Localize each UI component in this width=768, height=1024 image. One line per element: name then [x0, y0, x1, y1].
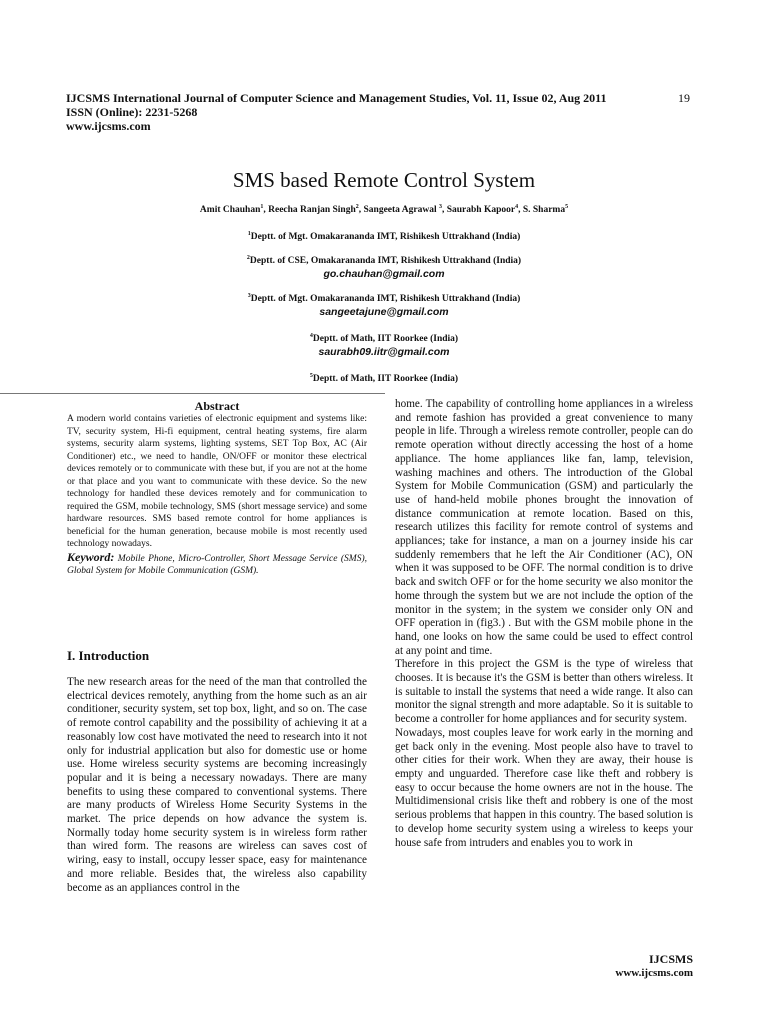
affiliation-sup: 4	[309, 332, 313, 339]
affiliation-3	[0, 294, 768, 304]
affiliation-text: Deptt. of Mgt. Omakarananda IMT, Rishikesh Uttrakhand (India)	[250, 294, 521, 304]
intro-left-column	[67, 676, 367, 895]
paragraph: home. The capability of controlling home appliances in a wireless and remote fashion has provided a great convenience to many people in life. Through a wireless remote controller, people can do remote operation without directly accessing the host of a home appliance. The home appliances like fan, lamp, television, washing machines and others. The introduction of the Global System for Mobile Communication (GSM) and particularly the use of hand-held mobile phones brought the innovation of distance communication at remote location. Based on this, research utilizes this facility for remote control of systems and appliances; take for instance, a man on a journey inside his car suddenly remembers that he left the Air Conditioner (AC), ON when it was supposed to be OFF. The normal condition is to drive back and switch OFF or for the home security we also monitor the home through the system but we are not include the option of the monitor in the system; in the system we consider only ON and OFF operation in (fig3.) . But with the GSM mobile phone in the hand, one looks on how the same could be used to effect control at any point and time.	[395, 398, 693, 657]
author-sup: 5	[565, 203, 569, 210]
paragraph: Therefore in this project the GSM is the type of wireless that chooses. It is because it's the GSM is better than others wireless. It is suitable to install the systems that need a wide range. It also can monitor the signal strength and more adaptable. So it is suitable to become a controller for home appliances and for security system.	[395, 658, 693, 726]
affiliation-1	[0, 232, 768, 242]
affiliation-text: Deptt. of Math, IIT Roorkee (India)	[312, 334, 459, 344]
affiliation-text: Deptt. of CSE, Omakarananda IMT, Rishikesh Uttrakhand (India)	[249, 256, 522, 266]
keyword-label: Keyword:	[67, 549, 115, 564]
author-name: Amit Chauhan	[199, 205, 261, 215]
journal-header: IJCSMS International Journal of Computer Science and Management Studies, Vol. 11, Issue 02, Aug 2011	[66, 91, 607, 105]
footer-website: www.ijcsms.com	[615, 967, 693, 979]
affiliation-5	[0, 374, 768, 384]
affiliation-sup: 1	[247, 230, 251, 237]
section-heading-introduction: I. Introduction	[67, 648, 150, 663]
email-link[interactable]: sangeetajune@gmail.com	[319, 306, 449, 318]
abstract-divider	[0, 393, 385, 394]
email-link[interactable]: go.chauhan@gmail.com	[323, 268, 445, 280]
affiliation-sup: 5	[309, 372, 313, 379]
header-website: www.ijcsms.com	[66, 119, 151, 133]
affiliation-4	[0, 334, 768, 344]
affiliation-sup: 2	[246, 254, 250, 261]
keywords-text: Mobile Phone, Micro-Controller, Short Message Service (SMS), Global System for Mobile Communication (GSM).	[67, 553, 368, 576]
abstract-text: A modern world contains varieties of electronic equipment and systems like: TV, security system, Hi-fi equipment, central heating systems, fire alarm systems, security alarm systems, lighting systems, SET Top Box, AC (Air Conditioner) etc., we need to handle, ON/OFF or monitor these electrical devices remotely or to communicate with these but, if you are not at the home or that place and you want to communicate with these device. So the new technology for handled these devices remotely and for communication to required the GSM, mobile technology, SMS (short message service) and some hardware resources. SMS based remote control for home appliances is beneficial for the human generation, because mobile is most recently used technology nowadays.	[67, 414, 367, 549]
paragraph: The new research areas for the need of the man that controlled the electrical devices remotely, anything from the home such as an air conditioner, security system, set top box, light, and so on. The case of remote control capability and the possibility of achieving it at a reasonably low cost have motivated the need to research into it not only for industrial application but also for domestic use or home use. Home wireless security systems are becoming increasingly popular and it is being a necessary nowadays. There are many benefits to using these compared to conventional systems. There are many products of Wireless Home Security Systems in the market. The price depends on how advance the system is. Normally today home security system is in wireless form rather than wired form. The reasons are wireless can saves cost of wiring, easy to install, occupy lesser space, easy for maintenance and more reliable. Besides that, the wireless also capability become as an appliances control in the	[67, 676, 367, 894]
issn-line: ISSN (Online): 2231-5268	[66, 105, 198, 119]
footer-publisher: IJCSMS	[648, 952, 693, 966]
affiliation-text: Deptt. of Math, IIT Roorkee (India)	[312, 374, 459, 384]
author-sup: 2	[355, 203, 359, 210]
paragraph: Nowadays, most couples leave for work early in the morning and get back only in the evening. Most people also have to travel to other cities for their work. When they are away, their house is empty and unguarded. Therefore case like theft and robbery is easy to occur because the home owners are not in the house. The Multidimensional crisis like theft and robbery is one of the most serious problems that happen in this country. The based solution is to develop home security system using a wireless to keeps your house safe from intruders and enables you to work in	[395, 726, 693, 849]
author-sup: 1	[260, 203, 264, 210]
affiliation-text: Deptt. of Mgt. Omakarananda IMT, Rishikesh Uttrakhand (India)	[250, 232, 521, 242]
author-name: Saurabh Kapoor	[446, 205, 516, 215]
intro-right-column	[395, 398, 693, 850]
author-name: Reecha Ranjan Singh	[268, 205, 356, 215]
author-name: Sangeeta Agrawal	[363, 205, 437, 215]
author-list: Amit Chauhan$^1$, Reecha Ranjan Singh$^2$, Sangeeta Agrawal $^3$, Saurabh Kapoor$^4$, S. Sharma$^5$	[199, 203, 569, 215]
paper-title: SMS based Remote Control System	[232, 168, 536, 192]
affiliation-2	[0, 256, 768, 266]
abstract-body	[67, 413, 367, 578]
author-sup: 4	[515, 203, 519, 210]
page-number: 19	[678, 91, 690, 105]
author-sup: 3	[438, 203, 442, 210]
abstract-heading: Abstract	[194, 399, 240, 413]
affiliation-sup: 3	[247, 292, 251, 299]
author-name: S. Sharma	[522, 205, 566, 215]
email-link[interactable]: saurabh09.iitr@gmail.com	[318, 346, 450, 358]
